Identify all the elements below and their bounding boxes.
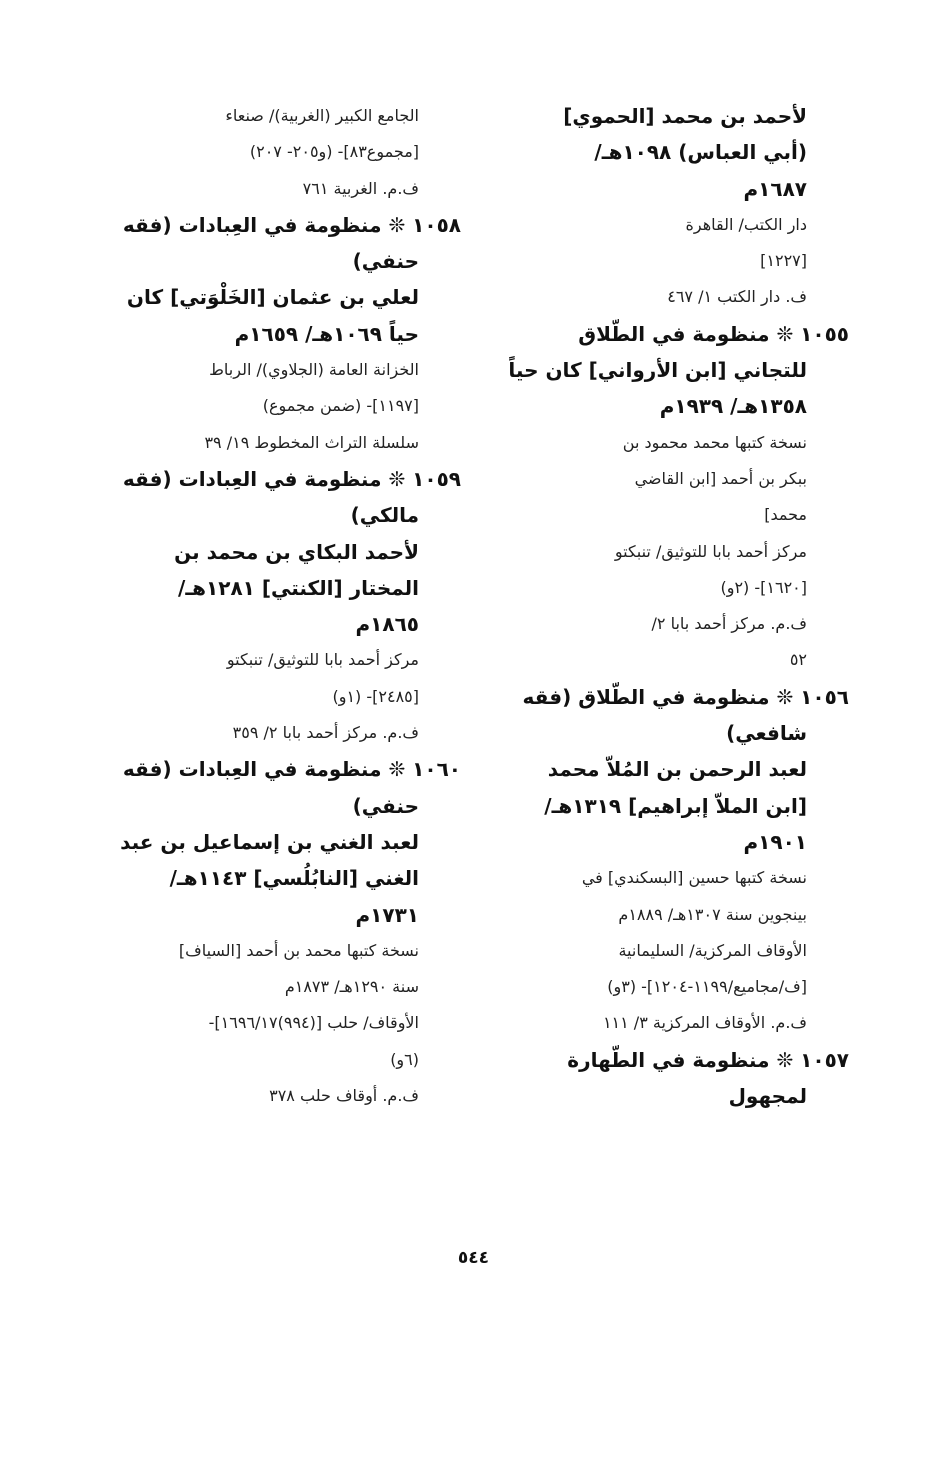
text-line: [ابن الملاّ إبراهيم] ١٣١٩هـ/ xyxy=(544,793,807,818)
text-line: [مجموع٨٣]- (و٢٠٥- ٢٠٧) xyxy=(249,142,419,162)
page-number: ٥٤٤ xyxy=(457,1248,490,1268)
text-line: ف. دار الكتب ١/ ٤٦٧ xyxy=(667,287,807,307)
entry-heading: ١٠٥٩ ❊ منظومة في العِبادات (فقه xyxy=(122,466,461,491)
text-line: سلسلة التراث المخطوط ١٩/ ٣٩ xyxy=(204,432,419,452)
text-line: ٥٢ xyxy=(789,650,807,670)
text-line: لمجهول xyxy=(728,1084,807,1109)
entry-heading: ١٠٥٧ ❊ منظومة في الطّهارة xyxy=(567,1047,849,1072)
text-line: [١٦٢٠]- (٢و) xyxy=(720,577,807,597)
entry-heading: ١٠٥٨ ❊ منظومة في العِبادات (فقه xyxy=(122,212,461,237)
text-line: (٦و) xyxy=(390,1049,419,1069)
text-line: نسخة كتبها حسين [البسكندي] في xyxy=(581,868,807,888)
text-line: مالكي) xyxy=(350,503,419,528)
text-line: [ف/مجاميع/١١٩٩-١٢٠٤]- (٣و) xyxy=(607,977,807,997)
text-line: الغني [النابُلُسي] ١١٤٣هـ/ xyxy=(169,866,419,891)
text-line: شافعي) xyxy=(726,721,807,746)
text-line: للتجاني [ابن الأرواني] كان حياً xyxy=(508,358,807,383)
entry-heading: ١٠٦٠ ❊ منظومة في العِبادات (فقه xyxy=(122,757,461,782)
text-line: لعلي بن عثمان [الخَلْوَتي] كان xyxy=(126,285,419,310)
text-line: نسخة كتبها محمد محمود بن xyxy=(622,432,807,452)
entry-heading: ١٠٥٦ ❊ منظومة في الطّلاق (فقه xyxy=(522,684,849,709)
left-column xyxy=(84,98,461,1114)
text-line: ١٧٣١م xyxy=(355,902,419,927)
text-line: دار الكتب/ القاهرة xyxy=(685,214,807,234)
text-line: ف.م. مركز أحمد بابا ٢/ xyxy=(651,614,807,634)
text-line: مركز أحمد بابا للتوثيق/ تنبكتو xyxy=(614,541,807,561)
text-line: الخزانة العامة (الجلاوي)/ الرباط xyxy=(209,360,419,380)
text-line: بينجوين سنة ١٣٠٧هـ/ ١٨٨٩م xyxy=(618,904,807,924)
text-line: ١٣٥٨هـ/ ١٩٣٩م xyxy=(659,394,807,419)
text-line: حنفي) xyxy=(352,793,419,818)
text-line: الأوقاف المركزية/ السليمانية xyxy=(618,940,807,960)
text-line: حياً ١٠٦٩هـ/ ١٦٥٩م xyxy=(234,321,419,346)
text-line: لعبد الرحمن بن المُلاّ محمد xyxy=(547,757,807,782)
text-line: الجامع الكبير (الغربية)/ صنعاء xyxy=(225,106,419,125)
right-column xyxy=(472,98,849,1114)
text-line: لأحمد البكاي بن محمد بن xyxy=(174,539,419,564)
text-line: [١٢٢٧] xyxy=(760,251,807,271)
text-line: ف.م. مركز أحمد بابا ٢/ ٣٥٩ xyxy=(232,723,419,743)
text-line: حنفي) xyxy=(352,249,419,274)
text-line: ١٦٨٧م xyxy=(743,176,807,201)
text-line: لعبد الغني بن إسماعيل بن عبد xyxy=(120,829,419,854)
text-line: المختار [الكنتي] ١٢٨١هـ/ xyxy=(178,575,419,600)
text-line: [٢٤٨٥]- (١و) xyxy=(332,686,419,706)
text-line: ١٩٠١م xyxy=(743,829,807,854)
text-line: [١١٩٧]- (ضمن مجموع) xyxy=(262,396,419,416)
text-line: ببكر بن أحمد [ابن القاضي xyxy=(634,468,807,488)
text-line: ف.م. الغربية ٧٦١ xyxy=(302,178,419,198)
text-line: (أبي العباس) ١٠٩٨هـ/ xyxy=(594,140,807,165)
text-line: ف.م. أوقاف حلب ٣٧٨ xyxy=(269,1086,419,1106)
text-line: ف.م. الأوقاف المركزية ٣/ ١١١ xyxy=(602,1013,807,1033)
text-line: مركز أحمد بابا للتوثيق/ تنبكتو xyxy=(226,650,419,670)
text-line: الأوقاف/ حلب [(٩٩٤)١٦٩٦/١٧]- xyxy=(208,1013,419,1033)
text-line: سنة ١٢٩٠هـ/ ١٨٧٣م xyxy=(284,977,419,997)
text-line: ١٨٦٥م xyxy=(355,612,419,637)
entry-heading: ١٠٥٥ ❊ منظومة في الطّلاق xyxy=(578,321,849,346)
text-line: لأحمد بن محمد [الحموي] xyxy=(563,104,807,128)
text-line: محمد] xyxy=(764,505,807,525)
text-line: نسخة كتبها محمد بن أحمد [السياف] xyxy=(178,940,419,960)
